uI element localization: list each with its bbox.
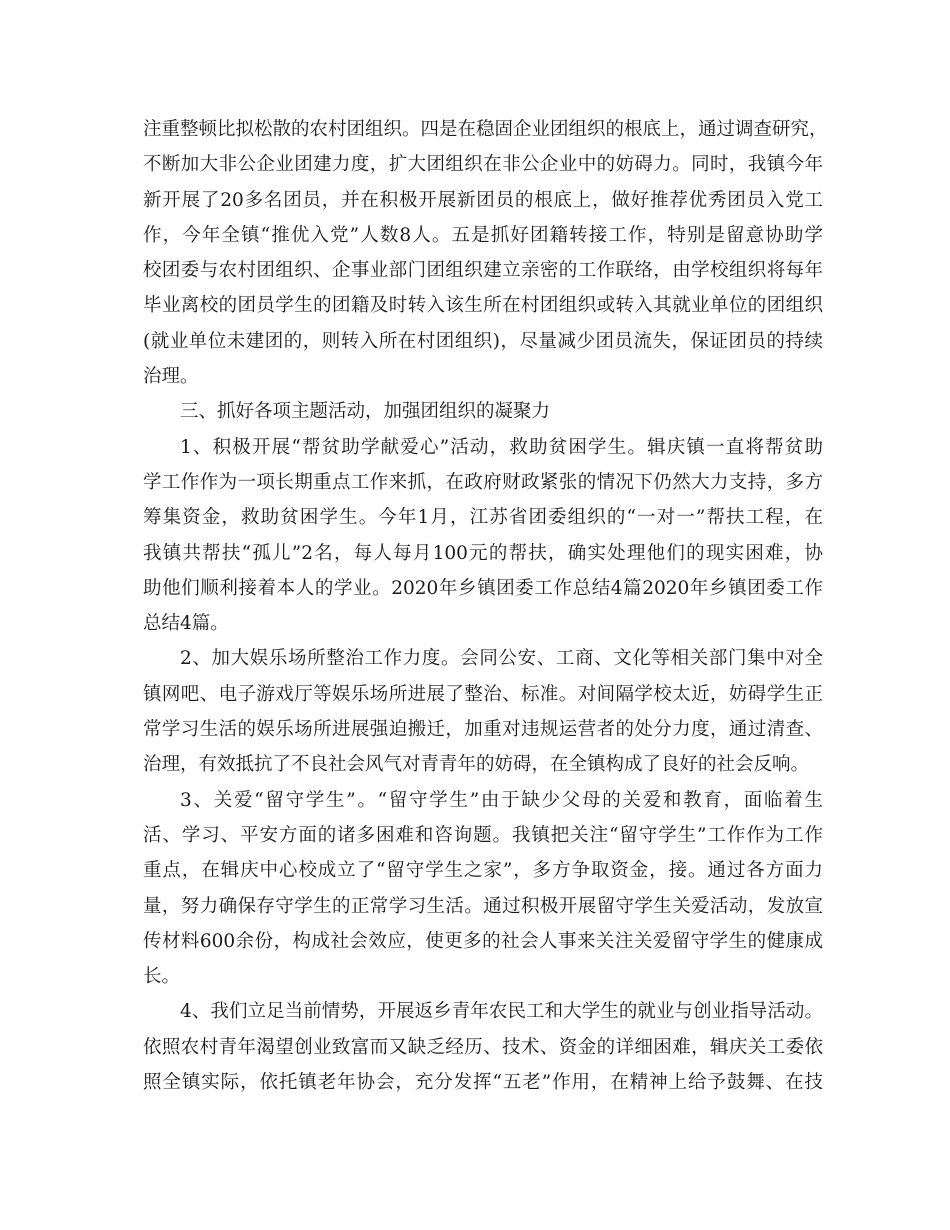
text-line: 我镇共帮扶“孤儿”2名，每人每月100元的帮扶，确实处理他们的现实困难，协 xyxy=(143,542,823,564)
text-line: 4、我们立足当前情势，开展返乡青年农民工和大学生的就业与创业指导活动。 xyxy=(180,1001,823,1023)
text-line: 学工作作为一项长期重点工作来抓，在政府财政紧张的情况下仍然大力支持，多方 xyxy=(143,471,823,493)
text-line: 不断加大非公企业团建力度，扩大团组织在非公企业中的妨碍力。同时，我镇今年 xyxy=(143,154,823,176)
text-line: 作，今年全镇“推优入党”人数8人。五是抓好团籍转接工作，特别是留意协助学 xyxy=(143,224,823,246)
text-line: 常学习生活的娱乐场所进展强迫搬迁，加重对违规运营者的处分力度，通过清查、 xyxy=(143,719,823,741)
text-line: 总结4篇。 xyxy=(143,613,229,635)
text-line: 镇网吧、电子游戏厅等娱乐场所进展了整治、标准。对间隔学校太近，妨碍学生正 xyxy=(143,683,823,705)
text-line: 注重整顿比拟松散的农村团组织。四是在稳固企业团组织的根底上，通过调查研究， xyxy=(143,119,828,140)
text-line: 助他们顺利接着本人的学业。2020年乡镇团委工作总结4篇2020年乡镇团委工作 xyxy=(143,577,823,599)
text-line: 传材料600余份，构成社会效应，使更多的社会人事来关注关爱留守学生的健康成 xyxy=(143,930,823,952)
text-line: 量，努力确保存守学生的正常学习生活。通过积极开展留守学生关爱活动，发放宣 xyxy=(143,895,823,917)
text-line: 依照农村青年渴望创业致富而又缺乏经历、技术、资金的详细困难，辑庆关工委依 xyxy=(143,1036,823,1058)
text-line: 1、积极开展“帮贫助学献爱心”活动，救助贫困学生。辑庆镇一直将帮贫助 xyxy=(180,436,823,458)
text-line: 治理，有效抵抗了不良社会风气对青青年的妨碍，在全镇构成了良好的社会反响。 xyxy=(143,754,810,776)
text-line: (就业单位未建团的，则转入所在村团组织)，尽量减少团员流失，保证团员的持续 xyxy=(143,330,823,352)
text-line: 3、关爱“留守学生”。“留守学生”由于缺少父母的关爱和教育，面临着生 xyxy=(180,789,823,811)
text-line: 校团委与农村团组织、企事业部门团组织建立亲密的工作联络，由学校组织将每年 xyxy=(143,260,823,282)
text-line: 2、加大娱乐场所整治工作力度。会同公安、工商、文化等相关部门集中对全 xyxy=(180,648,823,670)
text-line: 活、学习、平安方面的诸多困难和咨询题。我镇把关注“留守学生”工作作为工作 xyxy=(143,824,823,846)
text-line: 三、抓好各项主题活动，加强团组织的凝聚力 xyxy=(180,401,551,423)
text-line: 长。 xyxy=(143,966,181,988)
text-line: 毕业离校的团员学生的团籍及时转入该生所在村团组织或转入其就业单位的团组织 xyxy=(143,295,823,317)
text-line: 治理。 xyxy=(143,366,199,388)
text-line: 照全镇实际，依托镇老年协会，充分发挥“五老”作用，在精神上给予鼓舞、在技 xyxy=(143,1072,823,1094)
text-line: 筹集资金，救助贫困学生。今年1月，江苏省团委组织的“一对一”帮扶工程，在 xyxy=(143,507,823,529)
text-line: 新开展了20多名团员，并在积极开展新团员的根底上，做好推荐优秀团员入党工 xyxy=(143,189,823,211)
text-line: 重点，在辑庆中心校成立了“留守学生之家”，多方争取资金，接。通过各方面力 xyxy=(143,860,823,882)
document-body xyxy=(143,112,828,1100)
